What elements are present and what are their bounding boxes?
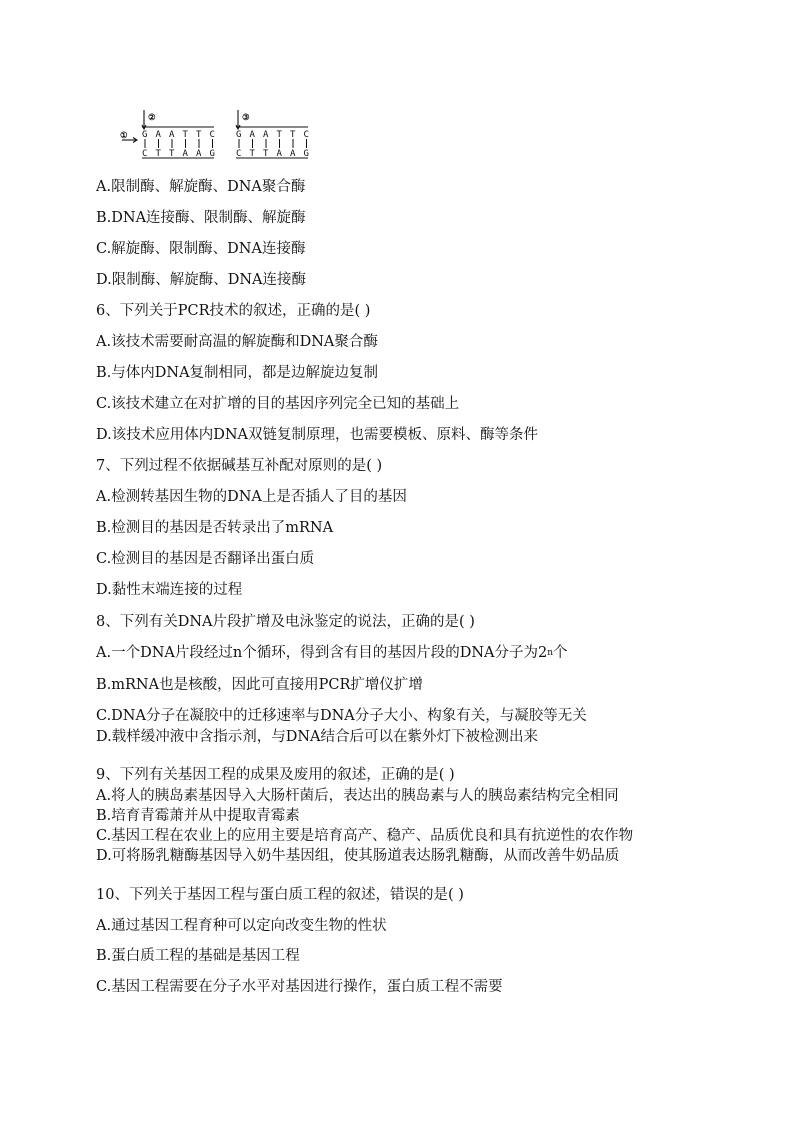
- text-line-6: B.与体内DNA复制相同，都是边解旋边复制: [96, 365, 379, 381]
- left-bottom-base-2: T: [169, 149, 175, 159]
- text-line-9: 7、下列过程不依据碱基互补配对原则的是( ): [96, 458, 383, 474]
- text-line-7: C.该技术建立在对扩增的目的基因序列完全已知的基础上: [96, 396, 460, 412]
- right-top-base-5: C: [303, 130, 309, 140]
- text-line-19: 9、下列有关基因工程的成果及废用的叙述，正确的是( ): [96, 767, 455, 783]
- left-top-base-5: C: [209, 130, 215, 140]
- right-bottom-base-0: C: [236, 149, 242, 159]
- right-top-base-2: A: [263, 130, 269, 140]
- left-top-base-3: T: [182, 130, 188, 140]
- text-line-13: D.黏性末端连接的过程: [96, 582, 243, 598]
- text-line-27: C.基因工程需要在分子水平对基因进行操作，蛋白质工程不需要: [96, 979, 503, 995]
- right-top-base-4: T: [290, 130, 296, 140]
- right-top-base-3: T: [276, 130, 282, 140]
- text-line-8: D.该技术应用体内DNA双链复制原理，也需要模板、原料、酶等条件: [96, 427, 538, 443]
- text-line-17: C.DNA分子在凝胶中的迁移速率与DNA分子大小、构象有关，与凝胶等无关: [96, 708, 587, 724]
- left-bottom-base-1: T: [155, 149, 161, 159]
- right-bottom-base-4: A: [290, 149, 296, 159]
- text-line-5: A.该技术需要耐高温的解旋酶和DNA聚合酶: [96, 334, 378, 350]
- right-bottom-base-5: G: [303, 149, 309, 159]
- text-line-1: B.DNA连接酶、限制酶、解旋酶: [96, 210, 306, 226]
- left-bottom-base-3: A: [182, 149, 188, 159]
- left-top-base-1: A: [155, 130, 161, 140]
- text-line-10: A.检测转基因生物的DNA上是否插人了目的基因: [96, 489, 407, 505]
- marker-3-label: ③: [242, 113, 250, 123]
- left-top-base-0: G: [142, 130, 148, 140]
- left-top-base-2: A: [169, 130, 175, 140]
- text-line-26: B.蛋白质工程的基础是基因工程: [96, 948, 300, 964]
- text-line-18: D.载样缓冲液中含指示剂，与DNA结合后可以在紫外灯下被检测出来: [96, 729, 538, 745]
- dna-sticky-end-diagram: [112, 106, 322, 164]
- text-line-12: C.检测目的基因是否翻译出蛋白质: [96, 551, 315, 567]
- text-line-16: B.mRNA也是核酸，因此可直接用PCR扩增仪扩增: [96, 677, 423, 693]
- right-bottom-base-3: A: [276, 149, 282, 159]
- marker-2-label: ②: [148, 113, 156, 123]
- marker-1-label: ①: [120, 131, 128, 141]
- text-line-25: A.通过基因工程育种可以定向改变生物的性状: [96, 918, 387, 934]
- text-line-24: 10、下列关于基因工程与蛋白质工程的叙述，错误的是( ): [96, 887, 464, 903]
- left-bottom-base-4: A: [196, 149, 202, 159]
- text-line-11: B.检测目的基因是否转录出了mRNA: [96, 520, 334, 536]
- left-top-base-4: T: [196, 130, 202, 140]
- text-line-15-main: A.一个DNA片段经过n个循环，得到含有目的基因片段的DNA分子为2: [96, 645, 548, 661]
- text-line-23: D.可将肠乳糖酶基因导入奶牛基因组，使其肠道表达肠乳糖酶，从而改善牛奶品质: [96, 848, 620, 864]
- right-top-base-1: A: [249, 130, 255, 140]
- exponent-superscript: n: [547, 648, 554, 658]
- text-line-20: A.将人的胰岛素基因导入大肠杆菌后，表达出的胰岛素与人的胰岛素结构完全相同: [96, 788, 619, 804]
- text-line-4: 6、下列关于PCR技术的叙述，正确的是( ): [96, 303, 371, 319]
- text-line-14: 8、下列有关DNA片段扩增及电泳鉴定的说法，正确的是( ): [96, 614, 475, 630]
- right-bottom-base-1: T: [249, 149, 255, 159]
- left-bottom-base-0: C: [142, 149, 148, 159]
- left-bottom-base-5: G: [209, 149, 215, 159]
- text-line-15: [96, 644, 568, 662]
- text-line-3: D.限制酶、解旋酶、DNA连接酶: [96, 272, 307, 288]
- text-line-0: A.限制酶、解旋酶、DNA聚合酶: [96, 179, 306, 195]
- text-line-2: C.解旋酶、限制酶、DNA连接酶: [96, 241, 306, 257]
- text-line-15-tail: 个: [553, 645, 568, 661]
- right-bottom-base-2: T: [263, 149, 269, 159]
- right-top-base-0: G: [236, 130, 242, 140]
- text-line-22: C.基因工程在农业上的应用主要是培育高产、稳产、品质优良和具有抗逆性的农作物: [96, 828, 634, 844]
- text-line-21: B.培育青霉萧并从中提取青霉素: [96, 808, 300, 824]
